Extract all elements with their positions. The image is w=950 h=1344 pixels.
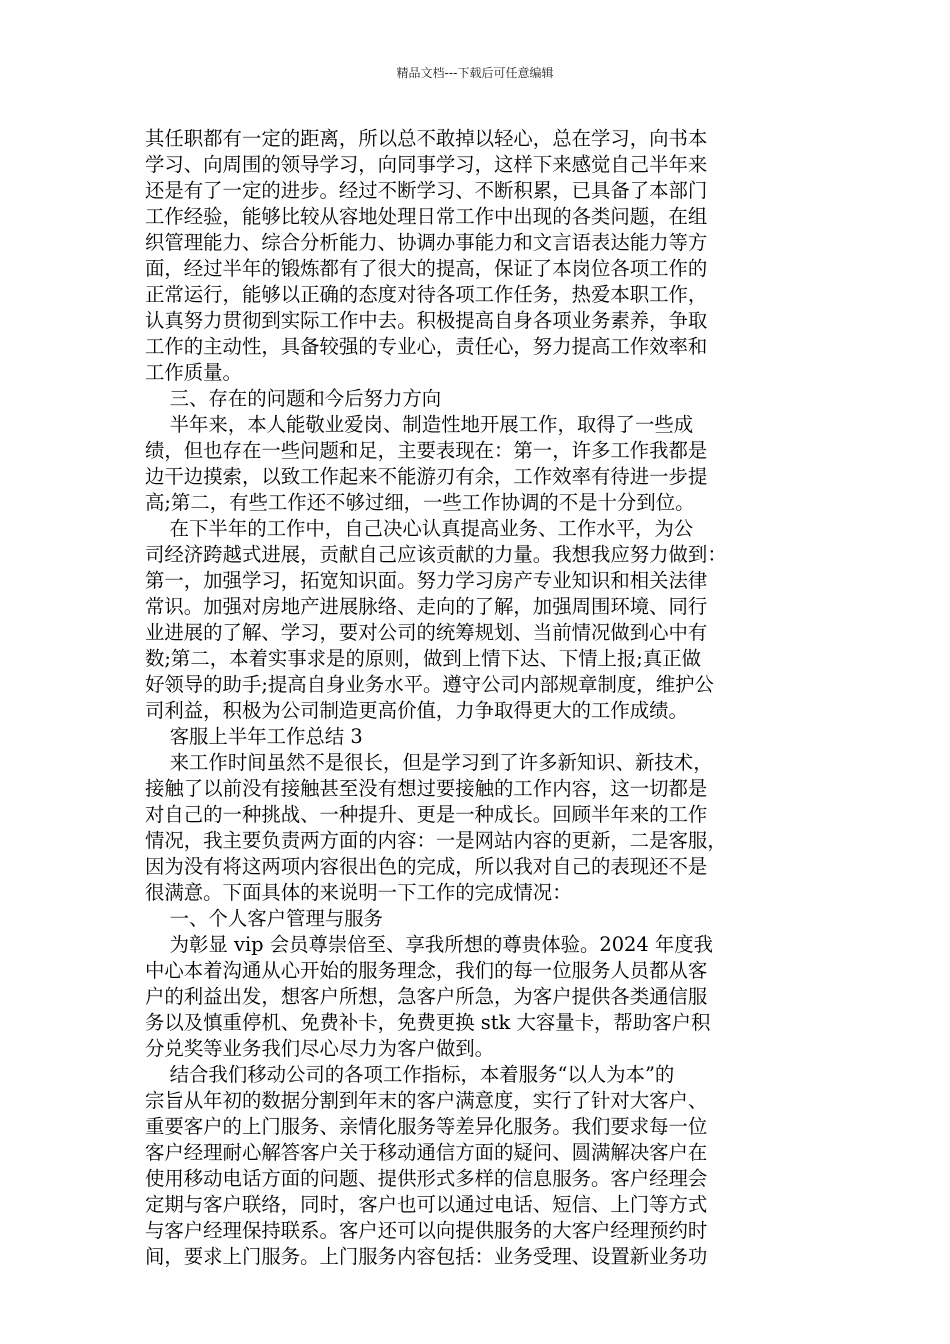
text-line: 使用移动电话方面的问题、提供形式多样的信息服务。客户经理会 [145,1167,708,1190]
text-line: 常识。加强对房地产进展脉络、走向的了解，加强周围环境、同行 [145,595,708,618]
text-line: 正常运行，能够以正确的态度对待各项工作任务，热爱本职工作， [145,283,708,306]
text-line: 工作经验，能够比较从容地处理日常工作中出现的各类问题，在组 [145,205,708,228]
text-line: 工作的主动性，具备较强的专业心，责任心，努力提高工作效率和 [145,335,708,358]
page-header: 精品文档---下载后可任意编辑 [396,66,554,80]
text-line: 学习、向周围的领导学习，向同事学习，这样下来感觉自己半年来 [145,153,708,176]
text-line: 接触了以前没有接触甚至没有想过要接触的工作内容，这一切都是 [145,777,708,800]
text-line: 绩，但也存在一些问题和足，主要表现在：第一，许多工作我都是 [145,439,708,462]
text-line: 高;第二，有些工作还不够过细，一些工作协调的不是十分到位。 [145,491,695,514]
text-line: 结合我们移动公司的各项工作指标，本着服务“以人为本”的 [145,1063,675,1086]
text-line: 定期与客户联络，同时，客户也可以通过电话、短信、上门等方式 [145,1193,708,1216]
text-line: 认真努力贯彻到实际工作中去。积极提高自身各项业务素养，争取 [145,309,708,332]
text-line: 边干边摸索，以致工作起来不能游刃有余，工作效率有待进一步提 [145,465,708,488]
text-line: 重要客户的上门服务、亲情化服务等差异化服务。我们要求每一位 [145,1115,708,1138]
text-line: 分兑奖等业务我们尽心尽力为客户做到。 [145,1037,495,1060]
text-line: 司利益，积极为公司制造更高价值，力争取得更大的工作成绩。 [145,699,688,722]
text-line: 因为没有将这两项内容很出色的完成，所以我对自己的表现还不是 [145,855,708,878]
text-line: 其任职都有一定的距离，所以总不敢掉以轻心，总在学习，向书本 [145,127,708,150]
text-line: 对自己的一种挑战、一种提升、更是一种成长。回顾半年来的工作 [145,803,708,826]
text-line: 面，经过半年的锻炼都有了很大的提高，保证了本岗位各项工作的 [145,257,708,280]
text-line: 间，要求上门服务。上门服务内容包括：业务受理、设置新业务功 [145,1245,708,1268]
text-line: 半年来，本人能敬业爱岗、制造性地开展工作，取得了一些成 [145,413,694,436]
text-line: 业进展的了解、学习，要对公司的统筹规划、当前情况做到心中有 [145,621,708,644]
text-line: 第一，加强学习，拓宽知识面。努力学习房产专业知识和相关法律 [145,569,708,592]
text-line: 来工作时间虽然不是很长，但是学习到了许多新知识、新技术， [145,751,713,774]
document-body [145,126,820,1270]
text-line: 还是有了一定的进步。经过不断学习、不断积累，已具备了本部门 [145,179,708,202]
text-line: 务以及慎重停机、免费补卡，免费更换 stk 大容量卡，帮助客户积 [145,1011,711,1034]
text-line: 与客户经理保持联系。客户还可以向提供服务的大客户经理预约时 [145,1219,708,1242]
text-line: 为彰显 vip 会员尊崇倍至、享我所想的尊贵体验。2024 年度我 [145,933,714,956]
text-line: 户的利益出发，想客户所想，急客户所急，为客户提供各类通信服 [145,985,708,1008]
text-line: 织管理能力、综合分析能力、协调办事能力和文言语表达能力等方 [145,231,708,254]
text-line: 情况，我主要负责两方面的内容：一是网站内容的更新，二是客服， [145,829,727,852]
text-line: 一、个人客户管理与服务 [145,907,383,930]
text-line: 三、存在的问题和今后努力方向 [145,387,442,410]
text-line: 宗旨从年初的数据分割到年末的客户满意度，实行了针对大客户、 [145,1089,708,1112]
text-line: 数;第二，本着实事求是的原则，做到上情下达、下情上报;真正做 [145,647,702,670]
text-line: 很满意。下面具体的来说明一下工作的完成情况： [145,881,572,904]
text-line: 客服上半年工作总结 3 [145,725,363,748]
text-line: 工作质量。 [145,361,242,384]
text-line: 中心本着沟通从心开始的服务理念，我们的每一位服务人员都从客 [145,959,708,982]
text-line: 客户经理耐心解答客户关于移动通信方面的疑问、圆满解决客户在 [145,1141,708,1164]
text-line: 司经济跨越式进展，贡献自己应该贡献的力量。我想我应努力做到： [145,543,727,566]
text-line: 好领导的助手;提高自身业务水平。遵守公司内部规章制度，维护公 [145,673,714,696]
text-line: 在下半年的工作中，自己决心认真提高业务、工作水平，为公 [145,517,694,540]
